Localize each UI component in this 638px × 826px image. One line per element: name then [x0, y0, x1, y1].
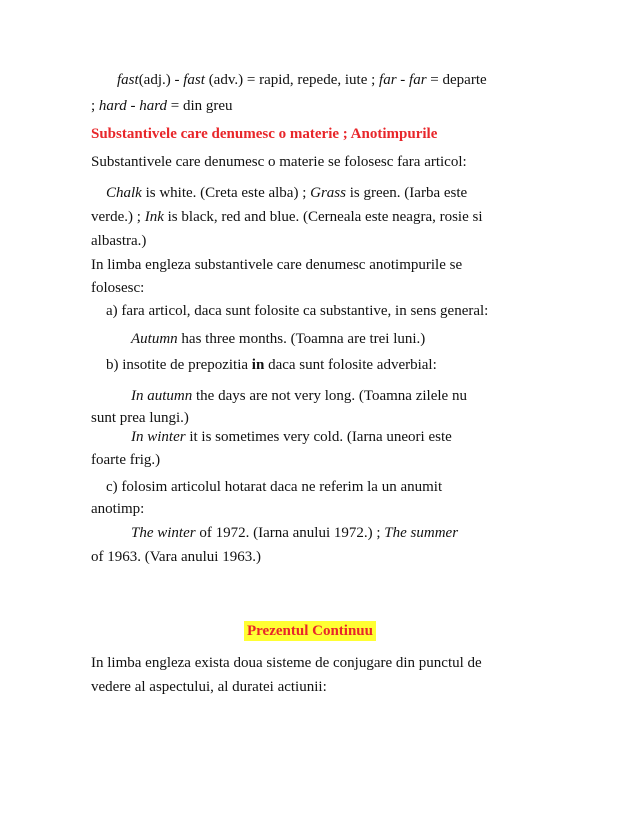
- term-fast-adv: fast: [183, 72, 205, 88]
- example-line-2: [91, 208, 483, 226]
- paragraph-materie: Substantivele care denumesc o materie se folosesc fara articol:: [91, 154, 467, 170]
- text: of 1972. (Iarna anului 1972.) ;: [195, 525, 385, 541]
- text: = departe: [426, 72, 487, 88]
- example-line-1: [106, 184, 467, 202]
- text: ;: [91, 98, 99, 114]
- example-the-winter: [131, 524, 458, 542]
- text: = din greu: [166, 98, 233, 114]
- list-item-c: c) folosim articolul hotarat daca ne referim la un anumit: [106, 479, 443, 495]
- example-the-summer-cont: of 1963. (Vara anului 1963.): [91, 549, 261, 565]
- example-in-autumn: [131, 387, 467, 405]
- paragraph-anotimpuri-1: In limba engleza substantivele care denumesc anotimpurile se: [91, 257, 463, 273]
- term-the-summer: The summer: [384, 525, 459, 541]
- list-item-c-cont: anotimp:: [91, 501, 145, 517]
- term-hard: hard - hard: [98, 98, 167, 114]
- section-heading-prezentul-continuu: Prezentul Continuu: [244, 621, 376, 641]
- term-in: in: [251, 357, 265, 373]
- example-line-3: albastra.): [91, 233, 147, 249]
- list-item-a: a) fara articol, daca sunt folosite ca substantive, in sens general:: [106, 303, 489, 319]
- text: daca sunt folosite adverbial:: [264, 357, 437, 373]
- example-in-winter: [131, 428, 452, 446]
- paragraph-conjugare-2: vedere al aspectului, al duratei actiunii:: [91, 679, 327, 695]
- term-fast-adj: fast: [117, 72, 139, 88]
- text: b) insotite de prepozitia: [106, 357, 252, 373]
- section-heading-materie: Substantivele care denumesc o materie ; Anotimpurile: [91, 126, 438, 142]
- term-grass: Grass: [310, 185, 346, 201]
- text: has three months. (Toamna are trei luni.): [177, 331, 426, 347]
- line-adverbs-1: [117, 71, 487, 89]
- term-autumn: Autumn: [131, 331, 178, 347]
- term-far: far - far: [379, 72, 427, 88]
- term-ink: Ink: [144, 209, 164, 225]
- term-in-winter: In winter: [131, 429, 186, 445]
- example-in-autumn-cont: sunt prea lungi.): [91, 410, 189, 426]
- term-the-winter: The winter: [131, 525, 196, 541]
- example-autumn: [131, 330, 425, 348]
- text: it is sometimes very cold. (Iarna uneori este: [185, 429, 452, 445]
- term-chalk: Chalk: [106, 185, 142, 201]
- text: is black, red and blue. (Cerneala este neagra, rosie si: [163, 209, 483, 225]
- text: is white. (Creta este alba) ;: [141, 185, 311, 201]
- term-in-autumn: In autumn: [131, 388, 193, 404]
- text: the days are not very long. (Toamna zilele nu: [192, 388, 467, 404]
- list-item-b: [106, 356, 437, 374]
- text: verde.) ;: [91, 209, 145, 225]
- example-in-winter-cont: foarte frig.): [91, 452, 161, 468]
- line-adverbs-2: [91, 97, 233, 115]
- paragraph-conjugare-1: In limba engleza exista doua sisteme de conjugare din punctul de: [91, 655, 482, 671]
- text: is green. (Iarba este: [345, 185, 468, 201]
- text: (adv.) = rapid, repede, iute ;: [204, 72, 380, 88]
- text: (adj.) -: [138, 72, 184, 88]
- paragraph-anotimpuri-2: folosesc:: [91, 280, 145, 296]
